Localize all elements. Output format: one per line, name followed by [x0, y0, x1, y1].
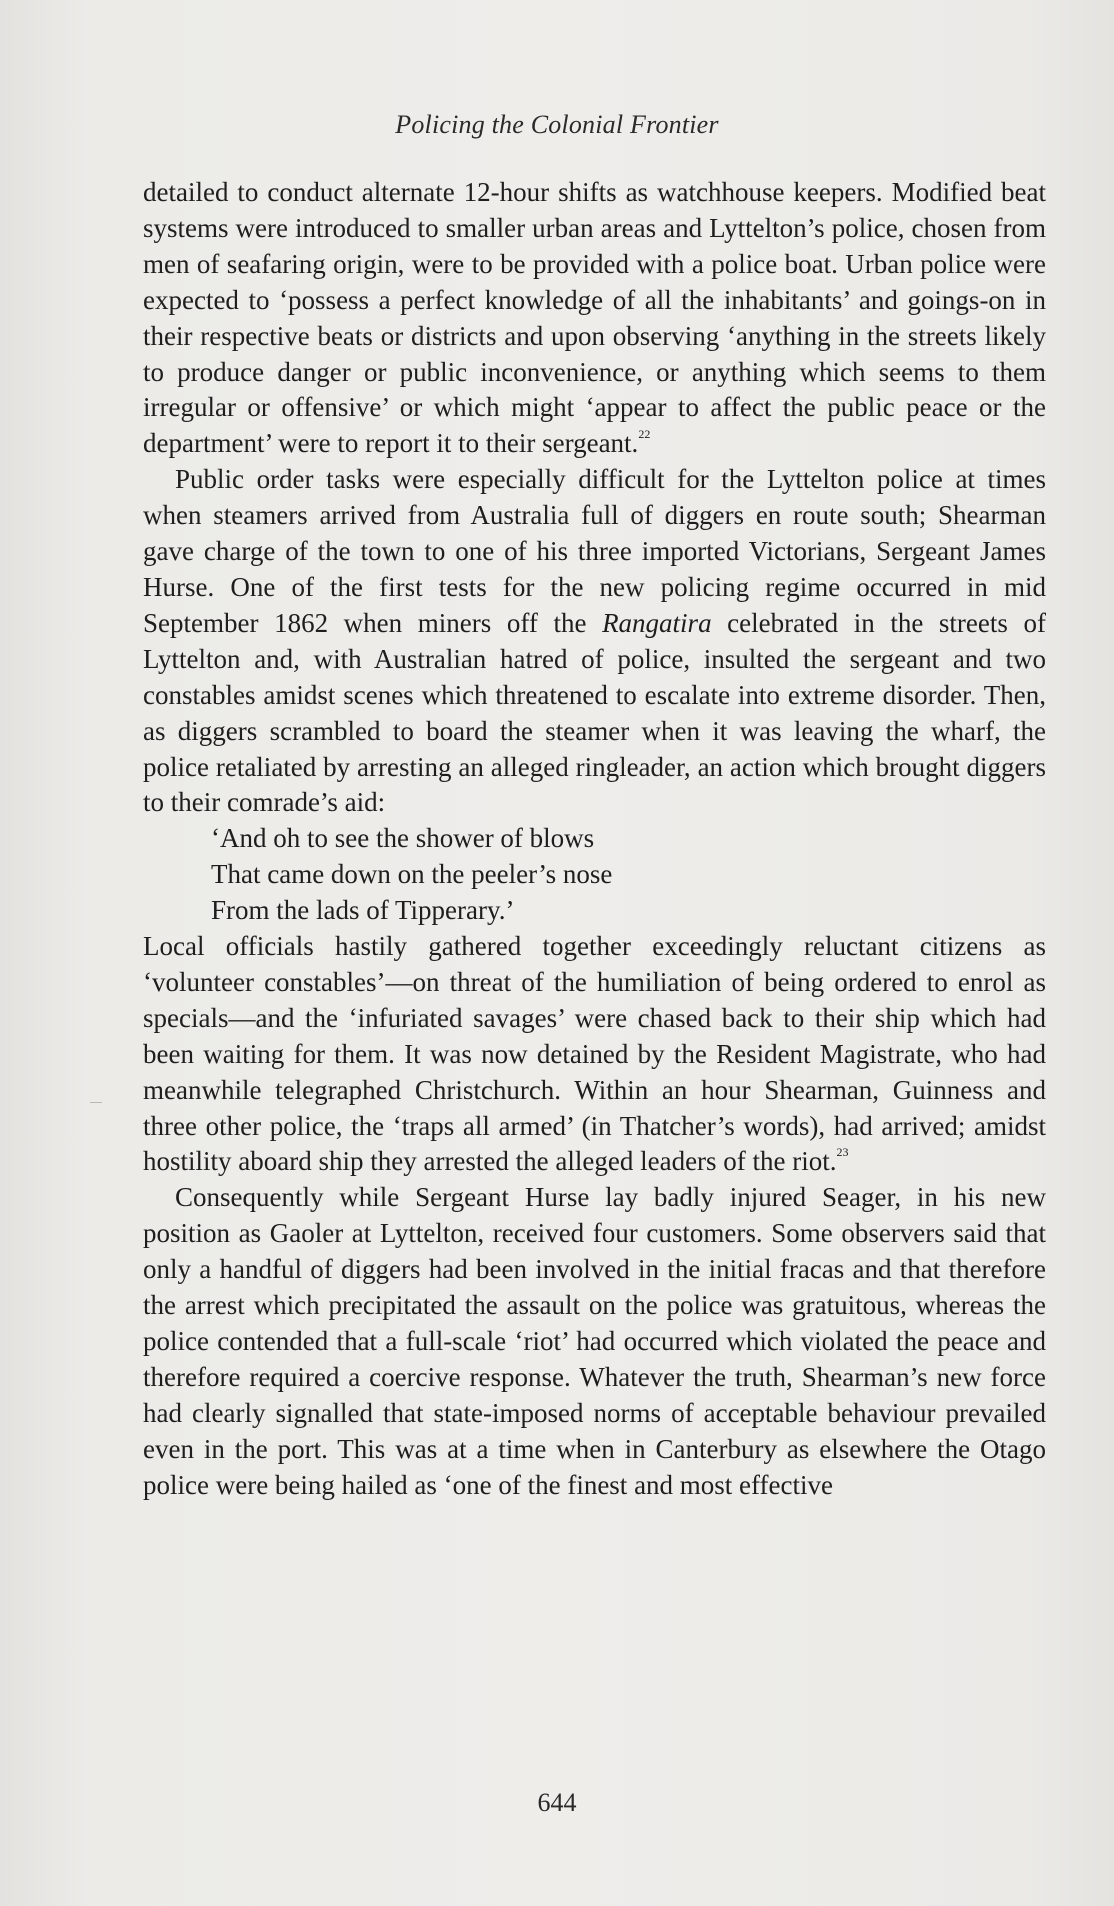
- ship-name: Rangatira: [602, 607, 712, 638]
- paragraph-4-text: Consequently while Sergeant Hurse lay badly injured Seager, in his new position as Gaoler at Lyttelton, received four customers. Some observers said that only a handful of diggers had been involved in the initial fracas and that therefore the arrest which precipitated the assault on the police was gratuitous, whereas the police contended that a full-scale ‘riot’ had occurred which violated the peace and therefore required a coercive response. Whatever the truth, Shearman’s new force had clearly signalled that state-imposed norms of acceptable behaviour prevailed even in the port. This was at a time when in Canterbury as elsewhere the Otago police were being hailed as ‘one of the finest and most effective: [143, 1182, 1046, 1500]
- verse-line-3: From the lads of Tipperary.’: [211, 895, 515, 926]
- footnote-ref-22[interactable]: 22: [638, 427, 651, 442]
- page-number: 644: [537, 1788, 577, 1817]
- paragraph-2: [143, 462, 1046, 821]
- paragraph-2-text-b: celebrated in the streets of Lyttelton and, with Australian hatred of police, insulted the sergeant and two constables amidst scenes which threatened to escalate into extreme disorder. Then, as diggers scrambled to board the steamer when it was leaving the wharf, the police retaliated by arresting an alleged ringleader, an action which brought diggers to their comrade’s aid:: [143, 607, 1046, 818]
- verse-quote: [143, 821, 1046, 929]
- footnote-ref-23[interactable]: 23: [836, 1145, 849, 1160]
- paragraph-3-text: Local officials hastily gathered together exceedingly reluctant citizens as ‘volunteer constables’—on threat of the humiliation of being ordered to enrol as specials—and the ‘infuriated savages’ were chased back to their ship which had been waiting for them. It was now detained by the Resident Magistrate, who had meanwhile telegraphed Christchurch. Within an hour Shearman, Guinness and three other police, the ‘traps all armed’ (in Thatcher’s words), had arrived; amidst hostility aboard ship they arrested the alleged leaders of the riot.: [143, 931, 1046, 1177]
- verse-line-1: ‘And oh to see the shower of blows: [211, 823, 595, 854]
- paragraph-3: [143, 929, 1046, 1180]
- margin-mark: [90, 1102, 102, 1103]
- paragraph-4: [143, 1180, 1046, 1503]
- verse-line-2: That came down on the peeler’s nose: [211, 859, 613, 890]
- paragraph-1: [143, 175, 1046, 462]
- paragraph-1-text: detailed to conduct alternate 12-hour shifts as watchhouse keepers. Modified beat systems were introduced to smaller urban areas and Lyttelton’s police, chosen from men of seafaring origin, were to be provided with a police boat. Urban police were expected to ‘possess a perfect knowledge of all the inhabitants’ and goings-on in their respective beats or districts and upon observing ‘anything in the streets likely to produce danger or public inconvenience, or anything which seems to them irregular or offensive’ or which might ‘appear to affect the public peace or the department’ were to report it to their sergeant.: [143, 177, 1046, 459]
- paragraph-2-text-a: Public order tasks were especially difficult for the Lyttelton police at times when steamers arrived from Australia full of diggers en route south; Shearman gave charge of the town to one of his three imported Victorians, Sergeant James Hurse. One of the first tests for the new policing regime occurred in mid September 1862 when miners off the: [143, 464, 1046, 638]
- running-head: Policing the Colonial Frontier: [395, 110, 719, 139]
- body-text: [143, 175, 1046, 1504]
